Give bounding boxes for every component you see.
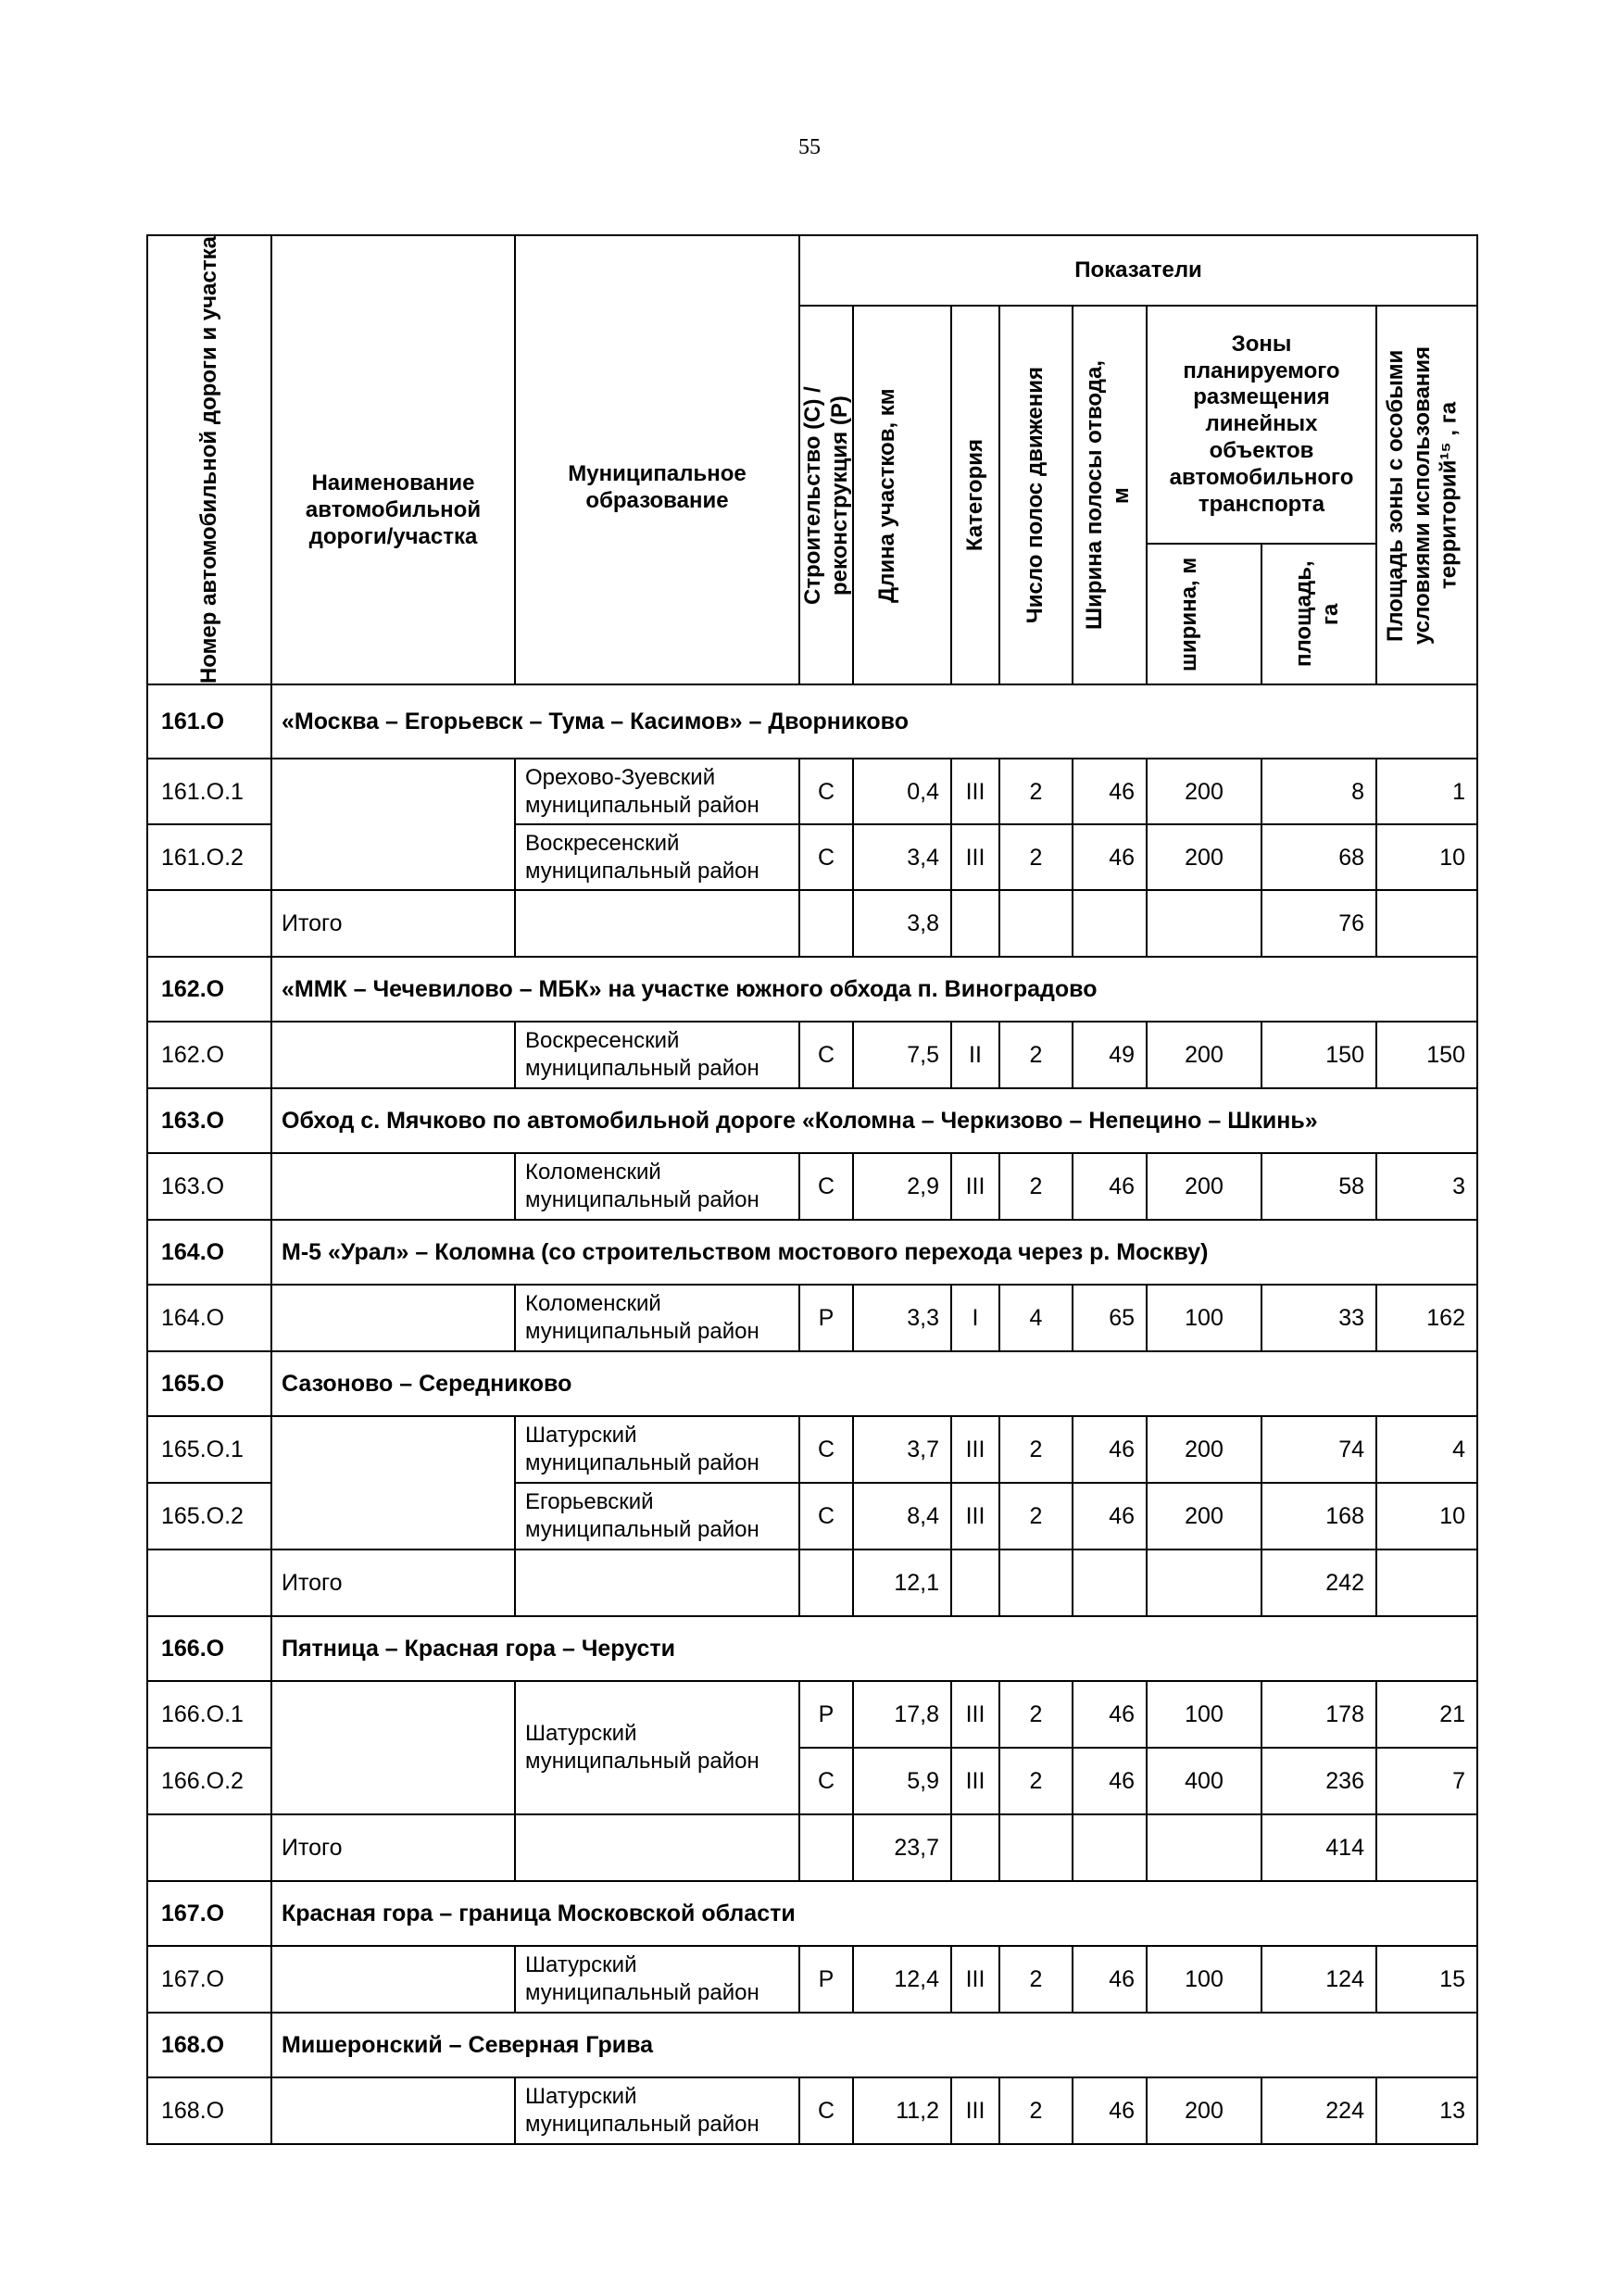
zone-area-cell: 8	[1261, 759, 1376, 824]
section-id: 166.О.1	[147, 1681, 271, 1748]
construction-cell: С	[799, 1153, 853, 1220]
road-name-cell	[271, 1681, 515, 1814]
length-cell: 3,4	[853, 824, 951, 890]
zone-width-cell: 100	[1147, 1681, 1261, 1748]
category-cell: II	[951, 1022, 999, 1088]
total-empty	[999, 1814, 1073, 1881]
municipality-cell: Воскресенский муниципальный район	[515, 1022, 799, 1088]
total-label: Итого	[271, 890, 515, 957]
total-empty	[799, 1549, 853, 1616]
special-zone-cell: 3	[1376, 1153, 1477, 1220]
table-row	[147, 2077, 1477, 2144]
lanes-cell: 2	[999, 1416, 1073, 1483]
group-title: Пятница – Красная гора – Черусти	[271, 1616, 1477, 1681]
special-zone-cell: 4	[1376, 1416, 1477, 1483]
section-id: 166.О.2	[147, 1748, 271, 1814]
row-width-cell: 46	[1073, 1946, 1147, 2013]
table-row	[147, 759, 1477, 824]
construction-cell: С	[799, 1483, 853, 1549]
zone-width-cell: 200	[1147, 1416, 1261, 1483]
special-zone-cell: 21	[1376, 1681, 1477, 1748]
group-title: Сазоново – Середниково	[271, 1351, 1477, 1416]
group-title: Красная гора – граница Московской области	[271, 1881, 1477, 1946]
row-width-cell: 46	[1073, 1416, 1147, 1483]
group-row	[147, 957, 1477, 1022]
header-road-name: Наименование автомобильной дороги/участка	[271, 235, 515, 684]
total-length: 3,8	[853, 890, 951, 957]
total-label: Итого	[271, 1549, 515, 1616]
table-row	[147, 1153, 1477, 1220]
zone-area-cell: 224	[1261, 2077, 1376, 2144]
total-zone-area: 414	[1261, 1814, 1376, 1881]
special-zone-cell: 15	[1376, 1946, 1477, 2013]
zone-area-cell: 150	[1261, 1022, 1376, 1088]
road-name-cell	[271, 1285, 515, 1351]
row-width-cell: 46	[1073, 2077, 1147, 2144]
row-width-cell: 46	[1073, 1153, 1147, 1220]
total-row	[147, 1814, 1477, 1881]
construction-cell: С	[799, 759, 853, 824]
lanes-cell: 2	[999, 759, 1073, 824]
total-empty	[799, 1814, 853, 1881]
total-row	[147, 1549, 1477, 1616]
length-cell: 7,5	[853, 1022, 951, 1088]
length-cell: 2,9	[853, 1153, 951, 1220]
header-municipality: Муниципальное образование	[515, 235, 799, 684]
municipality-cell: Воскресенский муниципальный район	[515, 824, 799, 890]
lanes-cell: 2	[999, 1153, 1073, 1220]
table-row	[147, 1681, 1477, 1748]
group-title: Обход с. Мячково по автомобильной дороге «Коломна – Черкизово – Непецино – Шкинь»	[271, 1088, 1477, 1153]
total-empty	[1376, 890, 1477, 957]
special-zone-cell: 162	[1376, 1285, 1477, 1351]
zone-area-cell: 68	[1261, 824, 1376, 890]
header-lanes: Число полос движения	[999, 306, 1073, 684]
category-cell: III	[951, 2077, 999, 2144]
zone-area-cell: 178	[1261, 1681, 1376, 1748]
category-cell: I	[951, 1285, 999, 1351]
group-row	[147, 2013, 1477, 2077]
header-category: Категория	[951, 306, 999, 684]
category-cell: III	[951, 1416, 999, 1483]
category-cell: III	[951, 1483, 999, 1549]
total-empty	[1147, 890, 1261, 957]
special-zone-cell: 1	[1376, 759, 1477, 824]
total-empty	[1147, 1814, 1261, 1881]
lanes-cell: 2	[999, 1681, 1073, 1748]
group-row	[147, 1616, 1477, 1681]
construction-cell: С	[799, 824, 853, 890]
total-empty	[147, 890, 271, 957]
group-number: 165.О	[147, 1351, 271, 1416]
construction-cell: С	[799, 2077, 853, 2144]
row-width-cell: 49	[1073, 1022, 1147, 1088]
construction-cell: Р	[799, 1946, 853, 2013]
header-length: Длина участков, км	[853, 306, 951, 684]
row-width-cell: 46	[1073, 1748, 1147, 1814]
lanes-cell: 2	[999, 1022, 1073, 1088]
length-cell: 11,2	[853, 2077, 951, 2144]
total-empty	[951, 1814, 999, 1881]
zone-width-cell: 200	[1147, 2077, 1261, 2144]
total-empty	[147, 1549, 271, 1616]
roads-table	[146, 234, 1478, 2145]
row-width-cell: 46	[1073, 759, 1147, 824]
total-empty	[1073, 1814, 1147, 1881]
total-row	[147, 890, 1477, 957]
header-special-zone: Площадь зоны с особыми условиями использования территорий¹⁵ , га	[1376, 306, 1477, 684]
construction-cell: Р	[799, 1285, 853, 1351]
total-zone-area: 76	[1261, 890, 1376, 957]
group-row	[147, 1881, 1477, 1946]
total-length: 23,7	[853, 1814, 951, 1881]
construction-cell: С	[799, 1416, 853, 1483]
total-empty	[1376, 1549, 1477, 1616]
total-empty	[1376, 1814, 1477, 1881]
municipality-cell: Орехово-Зуевский муниципальный район	[515, 759, 799, 824]
lanes-cell: 2	[999, 824, 1073, 890]
header-zone-area: площадь, га	[1261, 544, 1376, 684]
header-indicators: Показатели	[799, 235, 1477, 306]
zone-width-cell: 200	[1147, 1483, 1261, 1549]
total-empty	[999, 1549, 1073, 1616]
row-width-cell: 46	[1073, 824, 1147, 890]
group-row	[147, 1220, 1477, 1285]
table-row	[147, 1285, 1477, 1351]
header-row-width: Ширина полосы отвода, м	[1073, 306, 1147, 684]
lanes-cell: 2	[999, 1483, 1073, 1549]
municipality-cell: Шатурский муниципальный район	[515, 1946, 799, 2013]
row-width-cell: 46	[1073, 1681, 1147, 1748]
section-id: 167.О	[147, 1946, 271, 2013]
total-empty	[951, 890, 999, 957]
category-cell: III	[951, 1153, 999, 1220]
group-number: 167.О	[147, 1881, 271, 1946]
length-cell: 12,4	[853, 1946, 951, 2013]
total-empty	[799, 890, 853, 957]
category-cell: III	[951, 1946, 999, 2013]
group-row	[147, 684, 1477, 759]
total-empty	[515, 890, 799, 957]
total-empty	[515, 1549, 799, 1616]
municipality-cell: Коломенский муниципальный район	[515, 1153, 799, 1220]
category-cell: III	[951, 1748, 999, 1814]
header-zones: Зоны планируемого размещения линейных объектов автомобильного транспорта	[1147, 306, 1376, 544]
road-name-cell	[271, 1416, 515, 1549]
category-cell: III	[951, 759, 999, 824]
special-zone-cell: 7	[1376, 1748, 1477, 1814]
total-label: Итого	[271, 1814, 515, 1881]
lanes-cell: 2	[999, 1748, 1073, 1814]
length-cell: 8,4	[853, 1483, 951, 1549]
road-name-cell	[271, 1153, 515, 1220]
group-number: 166.О	[147, 1616, 271, 1681]
group-number: 164.О	[147, 1220, 271, 1285]
special-zone-cell: 150	[1376, 1022, 1477, 1088]
length-cell: 5,9	[853, 1748, 951, 1814]
length-cell: 3,7	[853, 1416, 951, 1483]
zone-area-cell: 236	[1261, 1748, 1376, 1814]
total-empty	[951, 1549, 999, 1616]
header-zone-width: ширина, м	[1147, 544, 1261, 684]
total-empty	[999, 890, 1073, 957]
total-length: 12,1	[853, 1549, 951, 1616]
group-row	[147, 1351, 1477, 1416]
lanes-cell: 2	[999, 2077, 1073, 2144]
total-empty	[147, 1814, 271, 1881]
section-id: 162.О	[147, 1022, 271, 1088]
total-empty	[1073, 1549, 1147, 1616]
section-id: 168.О	[147, 2077, 271, 2144]
construction-cell: С	[799, 1022, 853, 1088]
category-cell: III	[951, 824, 999, 890]
municipality-cell: Шатурский муниципальный район	[515, 2077, 799, 2144]
section-id: 164.О	[147, 1285, 271, 1351]
zone-width-cell: 100	[1147, 1285, 1261, 1351]
section-id: 165.О.2	[147, 1483, 271, 1549]
zone-area-cell: 168	[1261, 1483, 1376, 1549]
zone-width-cell: 200	[1147, 824, 1261, 890]
municipality-cell: Шатурский муниципальный район	[515, 1416, 799, 1483]
road-name-cell	[271, 1022, 515, 1088]
table-body	[147, 684, 1477, 2144]
total-empty	[515, 1814, 799, 1881]
table-row	[147, 1416, 1477, 1483]
row-width-cell: 65	[1073, 1285, 1147, 1351]
length-cell: 3,3	[853, 1285, 951, 1351]
municipality-cell: Коломенский муниципальный район	[515, 1285, 799, 1351]
road-name-cell	[271, 759, 515, 890]
table-row	[147, 1022, 1477, 1088]
total-empty	[1073, 890, 1147, 957]
zone-width-cell: 200	[1147, 759, 1261, 824]
lanes-cell: 4	[999, 1285, 1073, 1351]
header-construction: Строительство (С) / реконструкция (Р)	[799, 306, 853, 684]
length-cell: 0,4	[853, 759, 951, 824]
group-row	[147, 1088, 1477, 1153]
lanes-cell: 2	[999, 1946, 1073, 2013]
zone-area-cell: 124	[1261, 1946, 1376, 2013]
group-title: М-5 «Урал» – Коломна (со строительством мостового перехода через р. Москву)	[271, 1220, 1477, 1285]
zone-area-cell: 33	[1261, 1285, 1376, 1351]
group-title: Мишеронский – Северная Грива	[271, 2013, 1477, 2077]
section-id: 163.О	[147, 1153, 271, 1220]
table-header	[147, 235, 1477, 684]
zone-width-cell: 200	[1147, 1153, 1261, 1220]
header-road-number: Номер автомобильной дороги и участка	[147, 235, 271, 684]
group-number: 163.О	[147, 1088, 271, 1153]
construction-cell: С	[799, 1748, 853, 1814]
section-id: 165.О.1	[147, 1416, 271, 1483]
zone-area-cell: 74	[1261, 1416, 1376, 1483]
category-cell: III	[951, 1681, 999, 1748]
zone-width-cell: 100	[1147, 1946, 1261, 2013]
group-title: «ММК – Чечевилово – МБК» на участке южного обхода п. Виноградово	[271, 957, 1477, 1022]
length-cell: 17,8	[853, 1681, 951, 1748]
special-zone-cell: 10	[1376, 824, 1477, 890]
group-title: «Москва – Егорьевск – Тума – Касимов» – Дворниково	[271, 684, 1477, 759]
municipality-cell: Шатурский муниципальный район	[515, 1681, 799, 1814]
road-name-cell	[271, 1946, 515, 2013]
group-number: 161.О	[147, 684, 271, 759]
zone-area-cell: 58	[1261, 1153, 1376, 1220]
total-zone-area: 242	[1261, 1549, 1376, 1616]
special-zone-cell: 10	[1376, 1483, 1477, 1549]
special-zone-cell: 13	[1376, 2077, 1477, 2144]
group-number: 168.О	[147, 2013, 271, 2077]
section-id: 161.О.1	[147, 759, 271, 824]
municipality-cell: Егорьевский муниципальный район	[515, 1483, 799, 1549]
zone-width-cell: 400	[1147, 1748, 1261, 1814]
zone-width-cell: 200	[1147, 1022, 1261, 1088]
construction-cell: Р	[799, 1681, 853, 1748]
section-id: 161.О.2	[147, 824, 271, 890]
total-empty	[1147, 1549, 1261, 1616]
group-number: 162.О	[147, 957, 271, 1022]
page-number: 55	[798, 135, 821, 159]
road-name-cell	[271, 2077, 515, 2144]
table-row	[147, 1946, 1477, 2013]
row-width-cell: 46	[1073, 1483, 1147, 1549]
